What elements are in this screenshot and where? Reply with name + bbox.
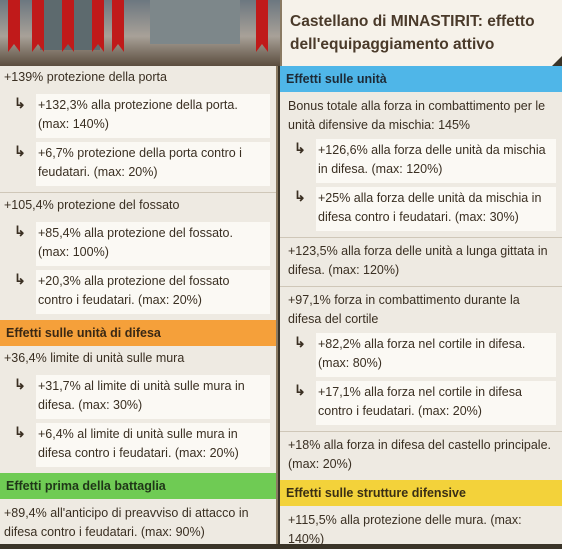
sub-arrow-icon: ↳	[14, 376, 26, 392]
melee-sub-1: +126,6% alla forza delle unità da mischia in difesa. (max: 120%)	[316, 139, 556, 183]
ranged-total: +123,5% alla forza delle unità a lunga gittata in difesa. (max: 120%)	[288, 244, 548, 277]
pre-battle-text: +89,4% all'anticipo di preavviso di attacco in difesa contro i feudatari. (max: 90%)	[4, 506, 249, 539]
sub-arrow-icon: ↳	[14, 95, 26, 111]
title-panel	[280, 0, 562, 66]
list-item	[14, 142, 270, 186]
list-item	[14, 94, 270, 138]
list-item	[14, 270, 270, 314]
moat-sub-1: +85,4% alla protezione del fossato. (max: 100%)	[36, 222, 270, 266]
sub-arrow-icon: ↳	[14, 271, 26, 287]
units-header: Effetti sulle unità	[280, 66, 562, 92]
list-item	[14, 375, 270, 419]
list-item	[294, 381, 556, 425]
list-item	[294, 187, 556, 231]
sub-arrow-icon: ↳	[294, 188, 306, 204]
melee-sub-2: +25% alla forza delle unità da mischia in difesa contro i feudatari. (max: 30%)	[316, 187, 556, 231]
list-item	[294, 139, 556, 183]
sub-arrow-icon: ↳	[294, 334, 306, 350]
gate-sub-2: +6,7% protezione della porta contro i feudatari. (max: 20%)	[36, 142, 270, 186]
walls-protection: +115,5% alla protezione delle mura. (max: 140%)	[288, 513, 522, 546]
list-item	[14, 222, 270, 266]
melee-total: Bonus totale alla forza in combattimento per le unità difensive da mischia: 145%	[288, 99, 546, 132]
sub-arrow-icon: ↳	[14, 424, 26, 440]
structures-header: Effetti sulle strutture difensive	[280, 480, 562, 506]
moat-total: +105,4% protezione del fossato	[4, 198, 180, 212]
courtyard-total: +97,1% forza in combattimento durante la difesa del cortile	[288, 293, 520, 326]
gate-total: +139% protezione della porta	[4, 70, 167, 84]
list-item	[14, 423, 270, 467]
castle-banner-image	[0, 0, 280, 66]
defense-units-header: Effetti sulle unità di difesa	[0, 320, 276, 346]
list-item	[294, 333, 556, 377]
right-column	[280, 66, 562, 544]
sub-arrow-icon: ↳	[294, 140, 306, 156]
wall-sub-2: +6,4% al limite di unità sulle mura in difesa contro i feudatari. (max: 20%)	[36, 423, 270, 467]
courtyard-sub-2: +17,1% alla forza nel cortile in difesa contro i feudatari. (max: 20%)	[316, 381, 556, 425]
wall-total: +36,4% limite di unità sulle mura	[4, 351, 185, 365]
sub-arrow-icon: ↳	[14, 223, 26, 239]
page-title: Castellano di MINASTIRIT: effetto dell'equipaggiamento attivo	[290, 13, 535, 53]
sub-arrow-icon: ↳	[14, 143, 26, 159]
pre-battle-header: Effetti prima della battaglia	[0, 473, 276, 499]
wall-sub-1: +31,7% al limite di unità sulle mura in difesa. (max: 30%)	[36, 375, 270, 419]
left-column	[0, 66, 278, 544]
courtyard-sub-1: +82,2% alla forza nel cortile in difesa. (max: 80%)	[316, 333, 556, 377]
moat-sub-2: +20,3% alla protezione del fossato contro i feudatari. (max: 20%)	[36, 270, 270, 314]
sub-arrow-icon: ↳	[294, 382, 306, 398]
gate-sub-1: +132,3% alla protezione della porta. (max: 140%)	[36, 94, 270, 138]
keep-total: +18% alla forza in difesa del castello principale. (max: 20%)	[288, 438, 552, 471]
